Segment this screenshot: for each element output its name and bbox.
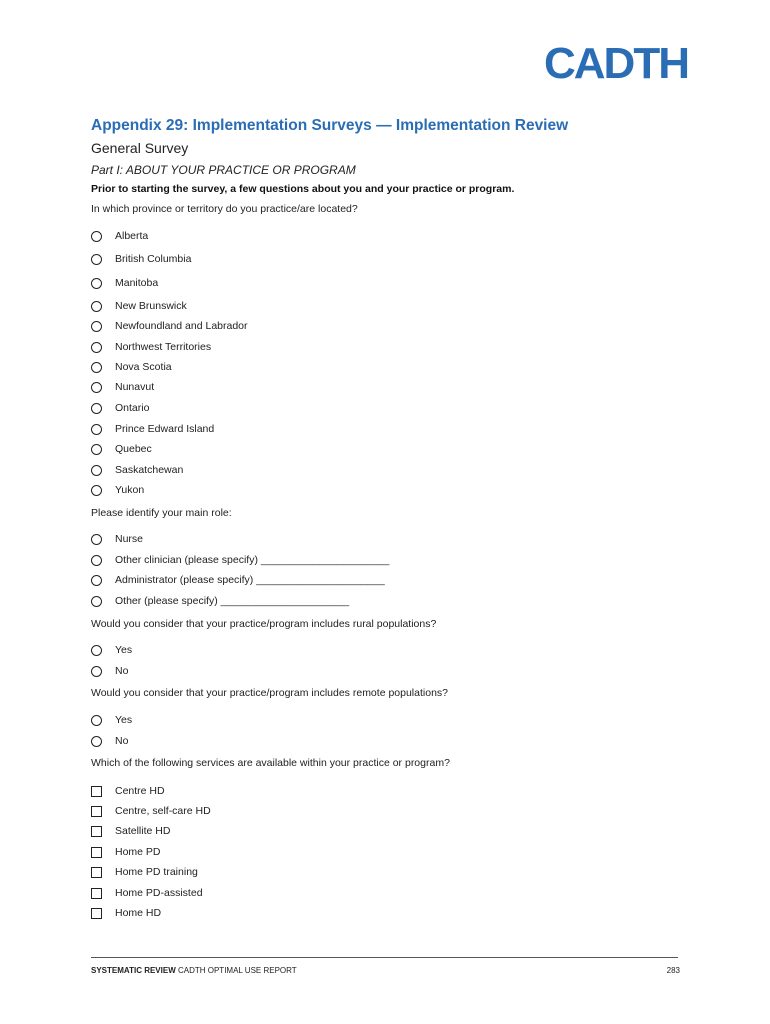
question-rural: Would you consider that your practice/program includes rural populations? bbox=[91, 618, 437, 630]
option-label: Home PD bbox=[115, 846, 161, 858]
option-label: Other clinician (please specify) ______________________ bbox=[115, 554, 390, 566]
option-prince-edward-island[interactable] bbox=[91, 422, 215, 436]
question-province: In which province or territory do you practice/are located? bbox=[91, 203, 358, 215]
option-label: Yukon bbox=[115, 484, 145, 496]
option-label: No bbox=[115, 665, 129, 677]
option-alberta[interactable] bbox=[91, 229, 149, 243]
option-label: Yes bbox=[115, 714, 133, 726]
radio-button-icon[interactable] bbox=[91, 362, 102, 373]
option-label: British Columbia bbox=[115, 253, 192, 265]
option-other[interactable] bbox=[91, 594, 350, 608]
option-label: Satellite HD bbox=[115, 825, 171, 837]
checkbox-icon[interactable] bbox=[91, 888, 102, 899]
option-label: Ontario bbox=[115, 402, 150, 414]
radio-button-icon[interactable] bbox=[91, 321, 102, 332]
intro-text: Prior to starting the survey, a few questions about you and your practice or program. bbox=[91, 183, 515, 195]
option-label: Saskatchewan bbox=[115, 464, 184, 476]
footer-bold: SYSTEMATIC REVIEW bbox=[91, 966, 176, 975]
radio-button-icon[interactable] bbox=[91, 382, 102, 393]
option-label: No bbox=[115, 735, 129, 747]
option-quebec[interactable] bbox=[91, 442, 152, 456]
page-title: Appendix 29: Implementation Surveys — Implementation Review bbox=[91, 117, 569, 134]
survey-subtitle: General Survey bbox=[91, 140, 189, 156]
checkbox-icon[interactable] bbox=[91, 867, 102, 878]
radio-button-icon[interactable] bbox=[91, 645, 102, 656]
option-nunavut[interactable] bbox=[91, 380, 155, 394]
option-label: Newfoundland and Labrador bbox=[115, 320, 248, 332]
option-newfoundland[interactable] bbox=[91, 319, 248, 333]
option-label: Alberta bbox=[115, 230, 149, 242]
option-home-hd[interactable] bbox=[91, 906, 162, 920]
radio-button-icon[interactable] bbox=[91, 666, 102, 677]
checkbox-icon[interactable] bbox=[91, 847, 102, 858]
radio-button-icon[interactable] bbox=[91, 342, 102, 353]
footer-rest: CADTH OPTIMAL USE REPORT bbox=[175, 966, 297, 975]
radio-button-icon[interactable] bbox=[91, 403, 102, 414]
page-number: 283 bbox=[666, 966, 680, 975]
option-label: Other (please specify) ______________________ bbox=[115, 595, 350, 607]
radio-button-icon[interactable] bbox=[91, 278, 102, 289]
option-label: Northwest Territories bbox=[115, 341, 212, 353]
option-ontario[interactable] bbox=[91, 401, 150, 415]
option-british-columbia[interactable] bbox=[91, 252, 192, 266]
radio-button-icon[interactable] bbox=[91, 444, 102, 455]
option-new-brunswick[interactable] bbox=[91, 299, 187, 313]
option-nova-scotia[interactable] bbox=[91, 360, 172, 374]
radio-button-icon[interactable] bbox=[91, 534, 102, 545]
option-satellite-hd[interactable] bbox=[91, 824, 171, 838]
option-remote-yes[interactable] bbox=[91, 713, 133, 727]
radio-button-icon[interactable] bbox=[91, 424, 102, 435]
option-label: Prince Edward Island bbox=[115, 423, 215, 435]
option-other-clinician[interactable] bbox=[91, 553, 390, 567]
footer-report-name bbox=[91, 966, 297, 975]
radio-button-icon[interactable] bbox=[91, 465, 102, 476]
radio-button-icon[interactable] bbox=[91, 254, 102, 265]
option-label: Administrator (please specify) ______________________ bbox=[115, 574, 385, 586]
option-label: Nunavut bbox=[115, 381, 155, 393]
option-label: Centre, self-care HD bbox=[115, 805, 211, 817]
radio-button-icon[interactable] bbox=[91, 596, 102, 607]
option-home-pd-assisted[interactable] bbox=[91, 886, 203, 900]
option-nurse[interactable] bbox=[91, 532, 144, 546]
radio-button-icon[interactable] bbox=[91, 231, 102, 242]
option-centre-hd[interactable] bbox=[91, 784, 165, 798]
option-home-pd-training[interactable] bbox=[91, 865, 198, 879]
option-label: Nurse bbox=[115, 533, 144, 545]
option-northwest-territories[interactable] bbox=[91, 340, 212, 354]
option-label: Manitoba bbox=[115, 277, 159, 289]
radio-button-icon[interactable] bbox=[91, 301, 102, 312]
option-saskatchewan[interactable] bbox=[91, 463, 184, 477]
option-manitoba[interactable] bbox=[91, 276, 159, 290]
radio-button-icon[interactable] bbox=[91, 555, 102, 566]
option-label: Nova Scotia bbox=[115, 361, 172, 373]
option-label: Centre HD bbox=[115, 785, 165, 797]
question-remote: Would you consider that your practice/program includes remote populations? bbox=[91, 687, 448, 699]
option-centre-self-care-hd[interactable] bbox=[91, 804, 211, 818]
footer-divider bbox=[91, 957, 678, 958]
option-label: New Brunswick bbox=[115, 300, 187, 312]
option-rural-no[interactable] bbox=[91, 664, 129, 678]
checkbox-icon[interactable] bbox=[91, 908, 102, 919]
radio-button-icon[interactable] bbox=[91, 736, 102, 747]
checkbox-icon[interactable] bbox=[91, 826, 102, 837]
checkbox-icon[interactable] bbox=[91, 786, 102, 797]
cadth-logo: CADTH bbox=[544, 39, 688, 88]
question-role: Please identify your main role: bbox=[91, 507, 232, 519]
option-label: Home PD-assisted bbox=[115, 887, 203, 899]
radio-button-icon[interactable] bbox=[91, 715, 102, 726]
option-home-pd[interactable] bbox=[91, 845, 161, 859]
radio-button-icon[interactable] bbox=[91, 485, 102, 496]
option-administrator[interactable] bbox=[91, 573, 385, 587]
radio-button-icon[interactable] bbox=[91, 575, 102, 586]
option-label: Yes bbox=[115, 644, 133, 656]
option-yukon[interactable] bbox=[91, 483, 145, 497]
option-label: Home PD training bbox=[115, 866, 198, 878]
option-rural-yes[interactable] bbox=[91, 643, 133, 657]
part-heading: Part I: ABOUT YOUR PRACTICE OR PROGRAM bbox=[91, 163, 356, 177]
option-label: Home HD bbox=[115, 907, 162, 919]
option-label: Quebec bbox=[115, 443, 152, 455]
option-remote-no[interactable] bbox=[91, 734, 129, 748]
checkbox-icon[interactable] bbox=[91, 806, 102, 817]
question-services: Which of the following services are available within your practice or program? bbox=[91, 757, 450, 769]
